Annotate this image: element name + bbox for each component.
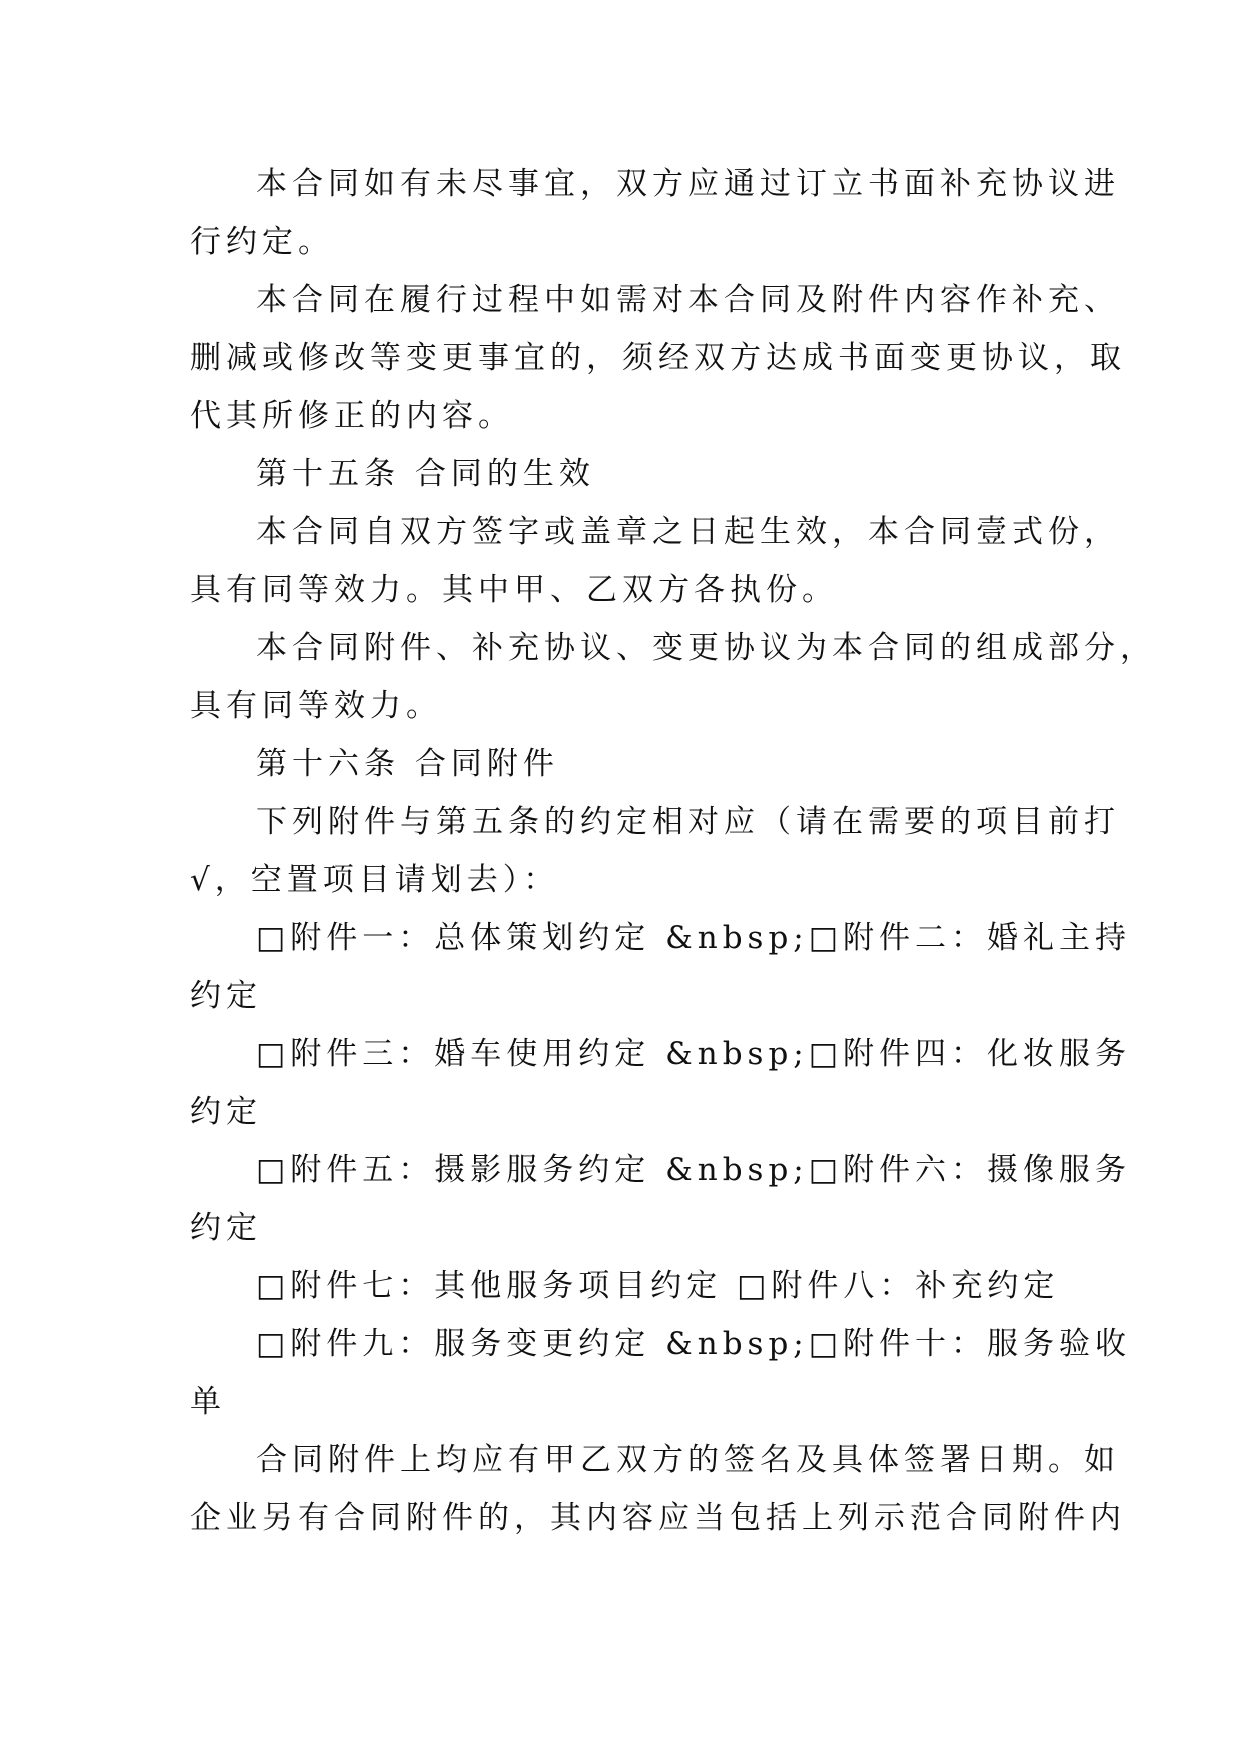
attachment-line: 约定	[190, 978, 262, 1014]
attachment-line: □附件九：服务变更约定 &nbsp;□附件十：服务验收	[256, 1326, 1132, 1362]
attachment-line: □附件三：婚车使用约定 &nbsp;□附件四：化妆服务	[256, 1036, 1132, 1072]
contract-text	[190, 155, 1156, 1547]
text-line: √，空置项目请划去）：	[190, 862, 560, 898]
attachment-line: 约定	[190, 1094, 262, 1130]
attachment-line: 约定	[190, 1210, 262, 1246]
text-line: 本合同附件、补充协议、变更协议为本合同的组成部分，	[256, 630, 1156, 666]
text-line: 具有同等效力。其中甲、乙双方各执份。	[190, 572, 838, 608]
text-line: 删减或修改等变更事宜的，须经双方达成书面变更协议，取	[190, 340, 1126, 376]
text-line: 企业另有合同附件的，其内容应当包括上列示范合同附件内	[190, 1500, 1126, 1536]
article-heading: 第十五条 合同的生效	[256, 456, 595, 492]
text-line: 合同附件上均应有甲乙双方的签名及具体签署日期。如	[256, 1442, 1120, 1478]
text-line: 本合同如有未尽事宜，双方应通过订立书面补充协议进	[256, 166, 1120, 202]
text-line: 代其所修正的内容。	[190, 398, 514, 434]
attachment-line: □附件一：总体策划约定 &nbsp;□附件二：婚礼主持	[256, 920, 1132, 956]
attachment-line: □附件七：其他服务项目约定 □附件八：补充约定	[256, 1268, 1060, 1304]
text-line: 下列附件与第五条的约定相对应（请在需要的项目前打	[256, 804, 1120, 840]
attachment-line: 单	[190, 1384, 226, 1420]
text-line: 行约定。	[190, 224, 334, 260]
attachment-line: □附件五：摄影服务约定 &nbsp;□附件六：摄像服务	[256, 1152, 1132, 1188]
text-line: 本合同在履行过程中如需对本合同及附件内容作补充、	[256, 282, 1120, 318]
text-line: 具有同等效力。	[190, 688, 442, 724]
article-heading: 第十六条 合同附件	[256, 746, 559, 782]
text-line: 本合同自双方签字或盖章之日起生效，本合同壹式份，	[256, 514, 1120, 550]
